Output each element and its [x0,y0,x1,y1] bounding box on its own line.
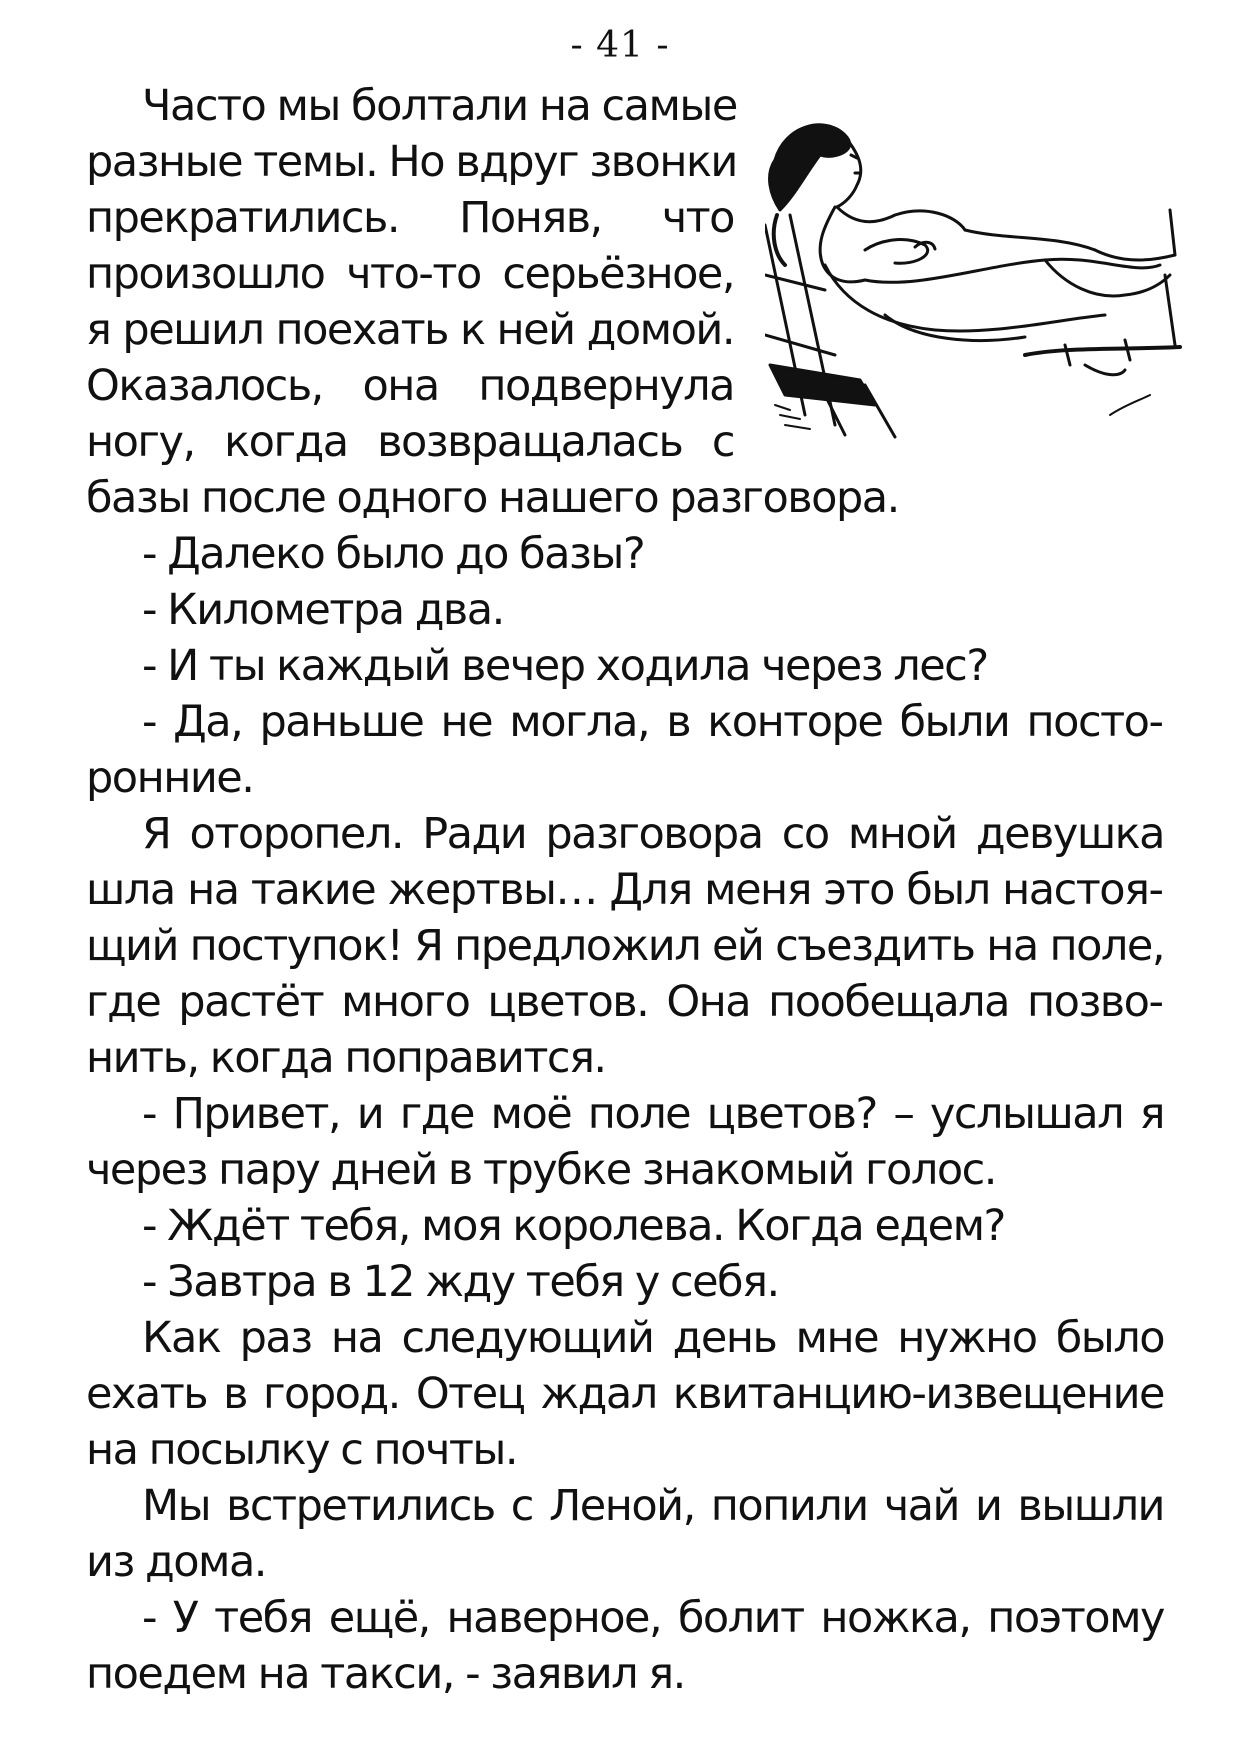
paragraph: - И ты каждый вечер ходила через лес? [142,641,988,691]
intro-line: произошло что-то серьёзное, [86,249,734,299]
intro-line: разные темы. Но вдруг звонки [86,137,737,187]
intro-line: ногу, когда возвращалась с [86,417,734,467]
woman-reclining-sketch-icon [765,115,1185,440]
intro-line: Часто мы болтали на самые [142,81,737,131]
paragraph: - Далеко было до базы? [142,529,645,579]
body-text [86,526,1164,1702]
intro-line: Оказалось, она подвернула [86,361,734,411]
paragraph: - У тебя ещё, наверное, болит ножка, поэтому поедем на такси, - заявил я. [86,1593,1164,1699]
intro-line: прекратились. Поняв, что [86,193,734,243]
paragraph: - Ждёт тебя, моя королева. Когда едем? [142,1201,1005,1251]
paragraph: Мы встретились с Леной, попили чай и вышли из дома. [86,1481,1164,1587]
intro-line: базы после одного нашего разговора. [86,473,899,523]
paragraph: - Привет, и где моё поле цветов? – услышал я через пару дней в трубке знакомый голос. [86,1089,1164,1195]
paragraph: - Завтра в 12 жду тебя у себя. [142,1257,779,1307]
intro-line: я решил поехать к ней домой. [86,305,734,355]
paragraph: Как раз на следующий день мне нужно было ехать в город. Отец ждал квитанцию-извещение на посылку с почты. [86,1313,1164,1475]
paragraph: - Да, раньше не могла, в конторе были посторонние. [86,697,1164,803]
paragraph: - Километра два. [142,585,504,635]
page-number: - 41 - [570,25,670,66]
paragraph: Я оторопел. Ради разговора со мной девушка шла на такие жертвы… Для меня это был настоящий поступок! Я предложил ей съездить на поле, где растёт много цветов. Она пообещала позвонить, когда поправится. [86,809,1164,1083]
